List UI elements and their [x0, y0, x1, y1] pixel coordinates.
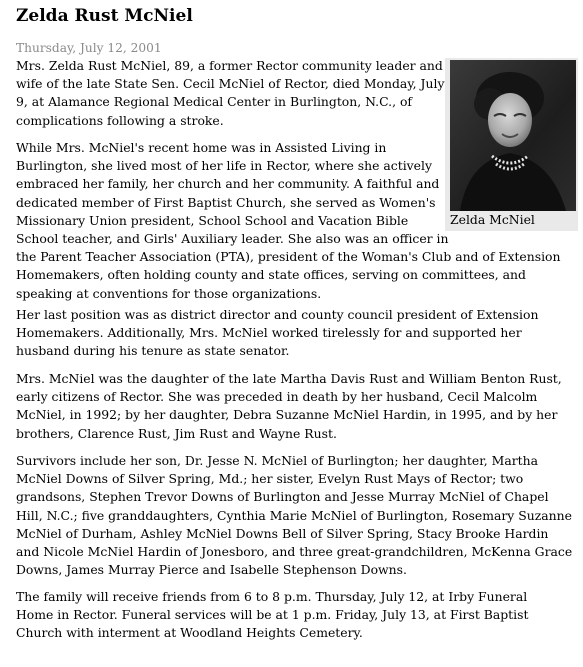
text-line: Homemakers. Additionally, Mrs. McNiel worked tirelessly for and supported her	[16, 325, 522, 341]
photo-caption: Zelda McNiel	[450, 212, 535, 227]
paragraph-3	[16, 306, 576, 361]
text-line: Downs, James Murray Pierce and Isabelle Stephenson Downs.	[16, 562, 407, 578]
text-line: Mrs. McNiel was the daughter of the late Martha Davis Rust and William Benton Rust,	[16, 371, 562, 386]
text-line: speaking at conventions for those organizations.	[16, 285, 322, 301]
text-line: 9, at Alamance Regional Medical Center in Burlington, N.C., of	[16, 94, 412, 110]
text-line: Mrs. Zelda Rust McNiel, 89, a former Rector community leader and	[16, 58, 443, 73]
text-line: Homemakers, often holding county and state offices, serving on committees, and	[16, 267, 526, 283]
paragraph-2	[16, 139, 576, 303]
text-line: Church with interment at Woodland Heights Cemetery.	[16, 625, 363, 641]
text-line: Burlington, she lived most of her life in Rector, where she actively	[16, 158, 432, 174]
paragraph-6	[16, 588, 576, 643]
text-line: Missionary Union president, School School and Vacation Bible	[16, 212, 409, 228]
text-line: McNiel Downs of Silver Spring, Md.; her sister, Evelyn Rust Mays of Rector; two	[16, 471, 524, 487]
text-line: embraced her family, her church and her community. A faithful and	[16, 176, 440, 192]
text-line: grandsons, Stephen Trevor Downs of Burlington and Jesse Murray McNiel of Chapel	[16, 489, 549, 505]
text-line: the Parent Teacher Association (PTA), president of the Woman's Club and of Extension	[16, 249, 561, 265]
paragraph-1	[16, 57, 576, 130]
paragraph-4	[16, 370, 576, 443]
text-line: Hill, N.C.; five granddaughters, Cynthia Marie McNiel of Burlington, Rosemary Suzanne	[16, 507, 572, 523]
text-line: dedicated member of First Baptist Church, she served as Women's	[16, 194, 436, 210]
text-line: husband during his tenure as state senator.	[16, 343, 290, 359]
text-line: wife of the late State Sen. Cecil McNiel of Rector, died Monday, July	[16, 76, 445, 92]
article-date: Thursday, July 12, 2001	[16, 41, 162, 55]
paragraph-5	[16, 452, 576, 579]
text-line: and Nicole McNiel Hardin of Jonesboro, and three great-grandchildren, McKenna Grace	[16, 544, 573, 560]
text-line: Survivors include her son, Dr. Jesse N. McNiel of Burlington; her daughter, Martha	[16, 453, 539, 468]
text-line: While Mrs. McNiel's recent home was in Assisted Living in	[16, 140, 387, 155]
text-line: McNiel of Durham, Ashley McNiel Downs Bell of Silver Spring, Stacy Brooke Hardin	[16, 525, 549, 541]
text-line: The family will receive friends from 6 to 8 p.m. Thursday, July 12, at Irby Funeral	[16, 589, 528, 604]
text-line: brothers, Clarence Rust, Jim Rust and Wayne Rust.	[16, 425, 337, 441]
article-title: Zelda Rust McNiel	[16, 6, 193, 26]
text-line: McNiel, in 1992; by her daughter, Debra Suzanne McNiel Hardin, in 1995, and by her	[16, 407, 558, 423]
text-line: early citizens of Rector. She was preceded in death by her husband, Cecil Malcolm	[16, 389, 538, 405]
text-line: complications following a stroke.	[16, 112, 224, 128]
text-line: School teacher, and Girls' Auxiliary leader. She also was an officer in	[16, 231, 449, 247]
text-line: Her last position was as district director and county council president of Extension	[16, 307, 539, 322]
text-line: Home in Rector. Funeral services will be at 1 p.m. Friday, July 13, at First Baptist	[16, 607, 529, 623]
